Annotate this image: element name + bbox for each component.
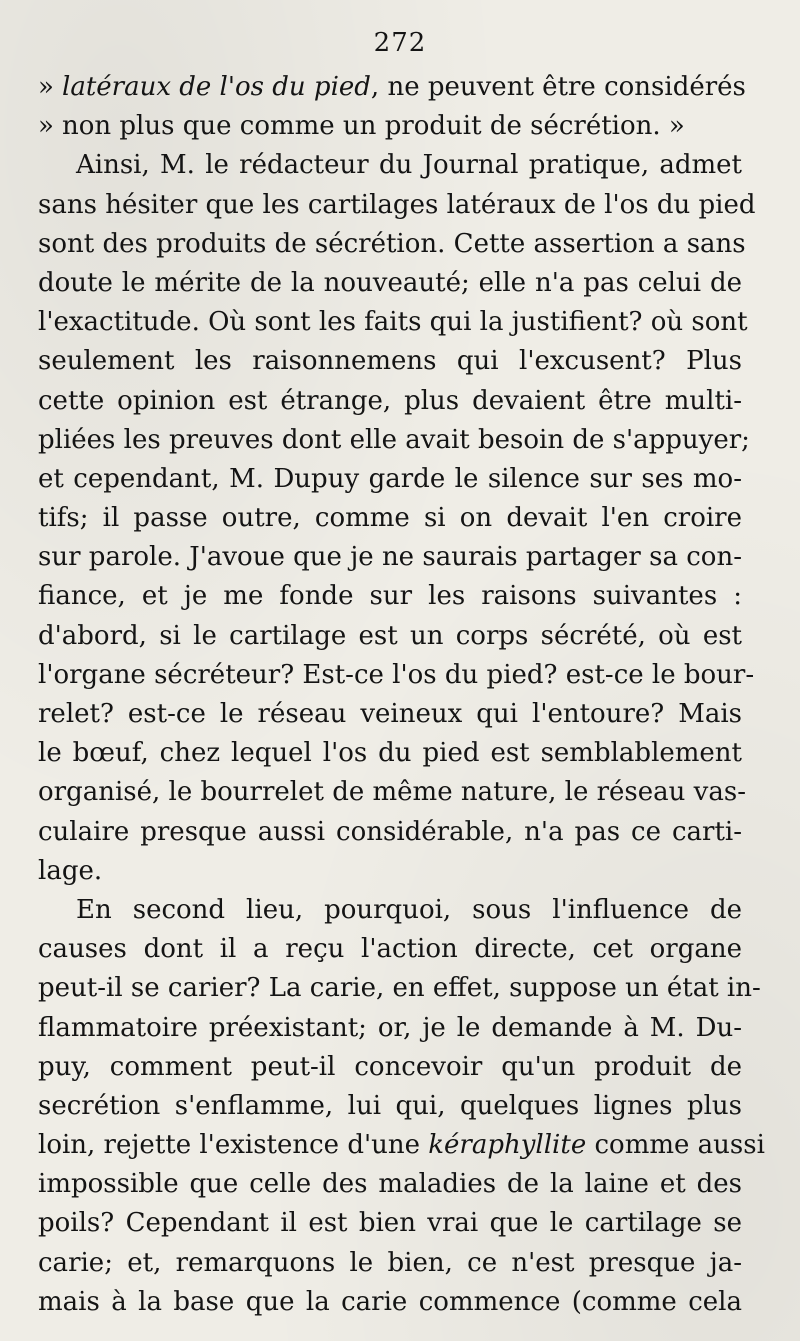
line-text: relet? est-ce le réseau veineux qui l'entoure? Mais xyxy=(38,699,742,729)
line-text: mais à la base que la carie commence (comme cela xyxy=(38,1286,742,1317)
line-text: impossible que celle des maladies de la laine et des xyxy=(38,1169,742,1200)
line-text: loin, rejette l'existence d'une xyxy=(38,1130,421,1161)
text-line xyxy=(38,695,742,734)
quote-mark: » xyxy=(38,111,54,142)
text-line xyxy=(38,342,742,381)
line-text: lage. xyxy=(38,855,103,886)
text-line xyxy=(38,1244,742,1283)
text-line xyxy=(38,107,742,146)
text-line xyxy=(38,382,742,421)
text-line xyxy=(38,460,742,499)
text-line xyxy=(38,303,748,342)
line-text: poils? Cependant il est bien vrai que le cartilage se xyxy=(38,1208,742,1239)
line-text: culaire presque aussi considérable, n'a pas ce carti- xyxy=(38,816,742,847)
line-text: organisé, le bourrelet de même nature, le réseau vas- xyxy=(38,777,746,808)
line-text: d'abord, si le cartilage est un corps sécrété, où est xyxy=(38,620,742,651)
text-line xyxy=(38,538,742,577)
line-text: carie; et, remarquons le bien, ce n'est presque ja- xyxy=(38,1247,742,1278)
text-line xyxy=(38,1283,742,1322)
line-text: comme aussi xyxy=(586,1130,765,1161)
text-line xyxy=(38,1048,742,1087)
text-line xyxy=(38,577,742,616)
text-line xyxy=(38,264,742,303)
line-text: puy, comment peut-il concevoir qu'un produit de xyxy=(38,1051,742,1082)
line-text: cette opinion est étrange, plus devaient être multi- xyxy=(38,385,742,416)
line-text: doute le mérite de la nouveauté; elle n'a pas celui de xyxy=(38,267,742,298)
line-text: pliées les preuves dont elle avait besoin de s'appuyer; xyxy=(38,424,750,455)
text-line xyxy=(38,617,742,656)
line-text: sur parole. J'avoue que je ne saurais partager sa con- xyxy=(38,542,742,573)
line-text: , ne peuvent être considérés xyxy=(370,72,746,102)
line-text: causes dont il a reçu l'action directe, cet organe xyxy=(38,934,742,965)
text-line xyxy=(38,421,750,460)
text-line xyxy=(38,773,746,812)
text-line xyxy=(38,225,746,264)
line-text: sont des produits de sécrétion. Cette assertion a sans xyxy=(38,228,746,259)
line-text: fiance, et je me fonde sur les raisons suivantes : xyxy=(38,581,742,612)
line-text: et cependant, M. Dupuy garde le silence sur ses mo- xyxy=(38,463,742,494)
text-line xyxy=(38,930,742,969)
text-line xyxy=(38,499,742,538)
line-text: En second lieu, pourquoi, sous l'influence de xyxy=(76,894,742,925)
text-line xyxy=(38,1126,765,1165)
italic-text: latéraux de l'os du pied xyxy=(62,72,371,102)
line-text: le bœuf, chez lequel l'os du pied est semblablement xyxy=(38,738,742,769)
text-line xyxy=(38,969,761,1008)
text-line xyxy=(38,1165,742,1204)
page-number: 272 xyxy=(373,28,427,58)
text-line xyxy=(38,1204,742,1243)
quote-mark: » xyxy=(38,72,54,102)
line-text: l'exactitude. Où sont les faits qui la justifient? où sont xyxy=(38,307,748,338)
line-text: Ainsi, M. le rédacteur du Journal pratique, admet xyxy=(76,150,742,181)
line-text: secrétion s'enflamme, lui qui, quelques lignes plus xyxy=(38,1090,742,1121)
text-line xyxy=(38,813,742,852)
text-line xyxy=(38,68,746,107)
text-line xyxy=(38,734,742,773)
line-text: peut-il se carier? La carie, en effet, suppose un état in- xyxy=(38,973,761,1004)
line-text: l'organe sécréteur? Est-ce l'os du pied? est-ce le bour- xyxy=(38,659,755,690)
text-line xyxy=(38,852,742,891)
line-text: non plus que comme un produit de sécrétion. » xyxy=(62,111,685,142)
italic-term: kéraphyllite xyxy=(428,1130,587,1161)
body-text xyxy=(38,68,765,1322)
line-text: flammatoire préexistant; or, je le demande à M. Du- xyxy=(38,1012,742,1043)
text-line xyxy=(38,891,742,930)
line-text: tifs; il passe outre, comme si on devait l'en croire xyxy=(38,503,742,534)
line-text: seulement les raisonnemens qui l'excusent? Plus xyxy=(38,346,742,377)
line-text: sans hésiter que les cartilages latéraux de l'os du pied xyxy=(38,189,756,220)
text-line xyxy=(38,186,756,225)
text-line xyxy=(38,146,742,185)
text-line xyxy=(38,656,755,695)
text-line xyxy=(38,1087,742,1126)
text-line xyxy=(38,1009,742,1048)
